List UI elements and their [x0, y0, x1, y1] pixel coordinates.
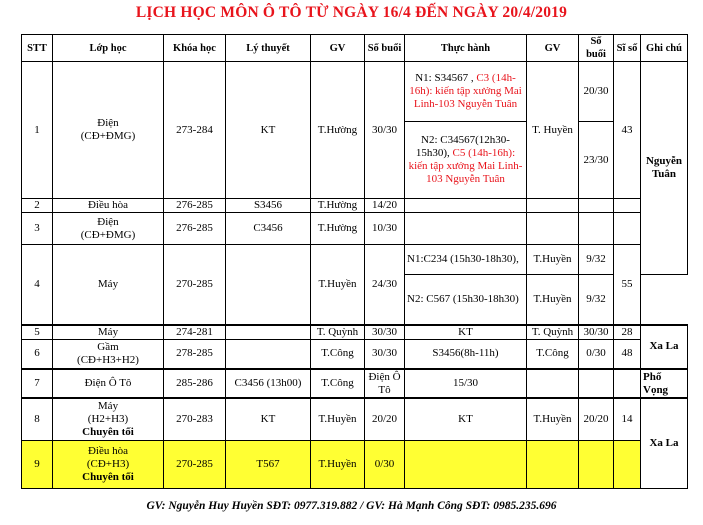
row-teacher: T.Công	[311, 369, 365, 398]
row-theory: KT	[226, 62, 311, 199]
table-row	[22, 440, 688, 488]
row-stt: 1	[22, 62, 53, 199]
table-row	[22, 199, 688, 213]
row-class: Máy	[53, 245, 164, 325]
row-theory: C3456 (13h00)	[226, 369, 311, 398]
row-class: Máy (H2+H3) Chuyên tối	[53, 398, 164, 440]
row-stt: 5	[22, 325, 53, 340]
row-theory: C3456	[226, 213, 311, 245]
row-practice: 15/30	[405, 369, 527, 398]
row-teacher: T.Công	[311, 339, 365, 369]
row-practice: N2: C567 (15h30-18h30)	[405, 275, 527, 325]
row-theory: T567	[226, 440, 311, 488]
row-note: Xa La	[641, 398, 688, 488]
row-teacher: T. Quỳnh	[311, 325, 365, 340]
row-teacher-2: T.Huyền	[527, 275, 579, 325]
row-size: 14	[614, 398, 641, 440]
row-note: Xa La	[641, 325, 688, 370]
row-teacher-2	[527, 199, 579, 213]
row-practice: KT	[405, 398, 527, 440]
row-size: 48	[614, 339, 641, 369]
row-size	[614, 369, 641, 398]
row-size	[614, 199, 641, 213]
row-course: 270-285	[164, 440, 226, 488]
row-course: 285-286	[164, 369, 226, 398]
row-sessions: 0/30	[365, 440, 405, 488]
row-practice: N1: S34567 , C3 (14h-16h): kiến tập xưởng Mai Linh-103 Nguyễn Tuân	[405, 62, 527, 122]
row-sessions-2: 9/32	[579, 245, 614, 275]
row-size: 55	[614, 245, 641, 325]
header-row	[22, 35, 688, 62]
header-sessions-2: Số buổi	[579, 35, 614, 62]
row-sessions-2: 30/30	[579, 325, 614, 340]
row-sessions: Điện Ô Tô	[365, 369, 405, 398]
row-teacher-2: T.Huyền	[527, 398, 579, 440]
row-sessions-2: 9/32	[579, 275, 614, 325]
row-size	[614, 213, 641, 245]
row-practice: N1:C234 (15h30-18h30),	[405, 245, 527, 275]
row-sessions: 10/30	[365, 213, 405, 245]
row-course: 273-284	[164, 62, 226, 199]
table-row	[22, 62, 688, 122]
table-row	[22, 245, 688, 275]
row-sessions-2: 23/30	[579, 122, 614, 199]
row-sessions-2: 0/30	[579, 339, 614, 369]
row-sessions-2	[579, 213, 614, 245]
row-practice	[405, 199, 527, 213]
row-stt: 4	[22, 245, 53, 325]
row-class: Điện Ô Tô	[53, 369, 164, 398]
row-sessions: 20/20	[365, 398, 405, 440]
row-practice	[405, 213, 527, 245]
header-theory: Lý thuyết	[226, 35, 311, 62]
row-practice: S3456(8h-11h)	[405, 339, 527, 369]
row-practice	[405, 440, 527, 488]
row-teacher-2: T.Huyền	[527, 245, 579, 275]
header-note: Ghi chú	[641, 35, 688, 62]
row-course: 270-285	[164, 245, 226, 325]
row-teacher: T.Huyền	[311, 398, 365, 440]
row-note: Phố Vọng	[641, 369, 688, 398]
header-teacher-2: GV	[527, 35, 579, 62]
row-practice: N2: C34567(12h30-15h30), C5 (14h-16h): kiến tập xưởng Mai Linh-103 Nguyễn Tuân	[405, 122, 527, 199]
row-stt: 7	[22, 369, 53, 398]
row-teacher-2: T. Huyền	[527, 62, 579, 199]
row-sessions: 30/30	[365, 339, 405, 369]
row-class: Gầm (CĐ+H3+H2)	[53, 339, 164, 369]
row-theory: KT	[226, 398, 311, 440]
row-course: 274-281	[164, 325, 226, 340]
row-sessions-2	[579, 369, 614, 398]
row-sessions: 24/30	[365, 245, 405, 325]
footer-contacts: GV: Nguyễn Huy Huyền SĐT: 0977.319.882 / GV: Hà Mạnh Công SĐT: 0985.235.696	[146, 500, 557, 512]
row-sessions: 30/30	[365, 325, 405, 340]
row-theory: S3456	[226, 199, 311, 213]
table-row	[22, 339, 688, 369]
row-teacher-2	[527, 440, 579, 488]
row-size: 43	[614, 62, 641, 199]
row-sessions: 30/30	[365, 62, 405, 199]
row-teacher: T.Hường	[311, 213, 365, 245]
table-row	[22, 398, 688, 440]
header-teacher: GV	[311, 35, 365, 62]
row-sessions: 14/20	[365, 199, 405, 213]
row-stt: 8	[22, 398, 53, 440]
schedule-table	[21, 34, 688, 489]
row-teacher: T.Hường	[311, 199, 365, 213]
row-teacher-2: T. Quỳnh	[527, 325, 579, 340]
row-stt: 2	[22, 199, 53, 213]
row-teacher: T.Huyền	[311, 440, 365, 488]
header-stt: STT	[22, 35, 53, 62]
row-sessions-2	[579, 199, 614, 213]
row-course: 276-285	[164, 199, 226, 213]
row-stt: 9	[22, 440, 53, 488]
row-sessions-2: 20/30	[579, 62, 614, 122]
row-teacher-2	[527, 369, 579, 398]
row-size	[614, 440, 641, 488]
row-sessions-2: 20/20	[579, 398, 614, 440]
row-teacher-2	[527, 213, 579, 245]
header-sessions: Số buổi	[365, 35, 405, 62]
row-stt: 6	[22, 339, 53, 369]
table-row	[22, 369, 688, 398]
page-title: LỊCH HỌC MÔN Ô TÔ TỪ NGÀY 16/4 ĐẾN NGÀY 20/4/2019	[135, 4, 568, 21]
row-class: Điện (CĐ+ĐMG)	[53, 213, 164, 245]
row-class: Điều hòa	[53, 199, 164, 213]
row-size: 28	[614, 325, 641, 340]
header-course: Khóa học	[164, 35, 226, 62]
header-size: Sĩ số	[614, 35, 641, 62]
table-row	[22, 325, 688, 340]
row-class: Máy	[53, 325, 164, 340]
row-course: 276-285	[164, 213, 226, 245]
row-theory	[226, 245, 311, 325]
row-theory	[226, 339, 311, 369]
row-class: Điện (CĐ+ĐMG)	[53, 62, 164, 199]
header-practice: Thực hành	[405, 35, 527, 62]
row-note: Nguyễn Tuân	[641, 62, 688, 275]
row-teacher-2: T.Công	[527, 339, 579, 369]
row-teacher: T.Huyền	[311, 245, 365, 325]
row-practice: KT	[405, 325, 527, 340]
table-row	[22, 213, 688, 245]
row-sessions-2	[579, 440, 614, 488]
row-class: Điều hòa (CĐ+H3) Chuyên tối	[53, 440, 164, 488]
row-theory	[226, 325, 311, 340]
row-course: 278-285	[164, 339, 226, 369]
header-class: Lớp học	[53, 35, 164, 62]
row-teacher: T.Hường	[311, 62, 365, 199]
row-stt: 3	[22, 213, 53, 245]
row-course: 270-283	[164, 398, 226, 440]
